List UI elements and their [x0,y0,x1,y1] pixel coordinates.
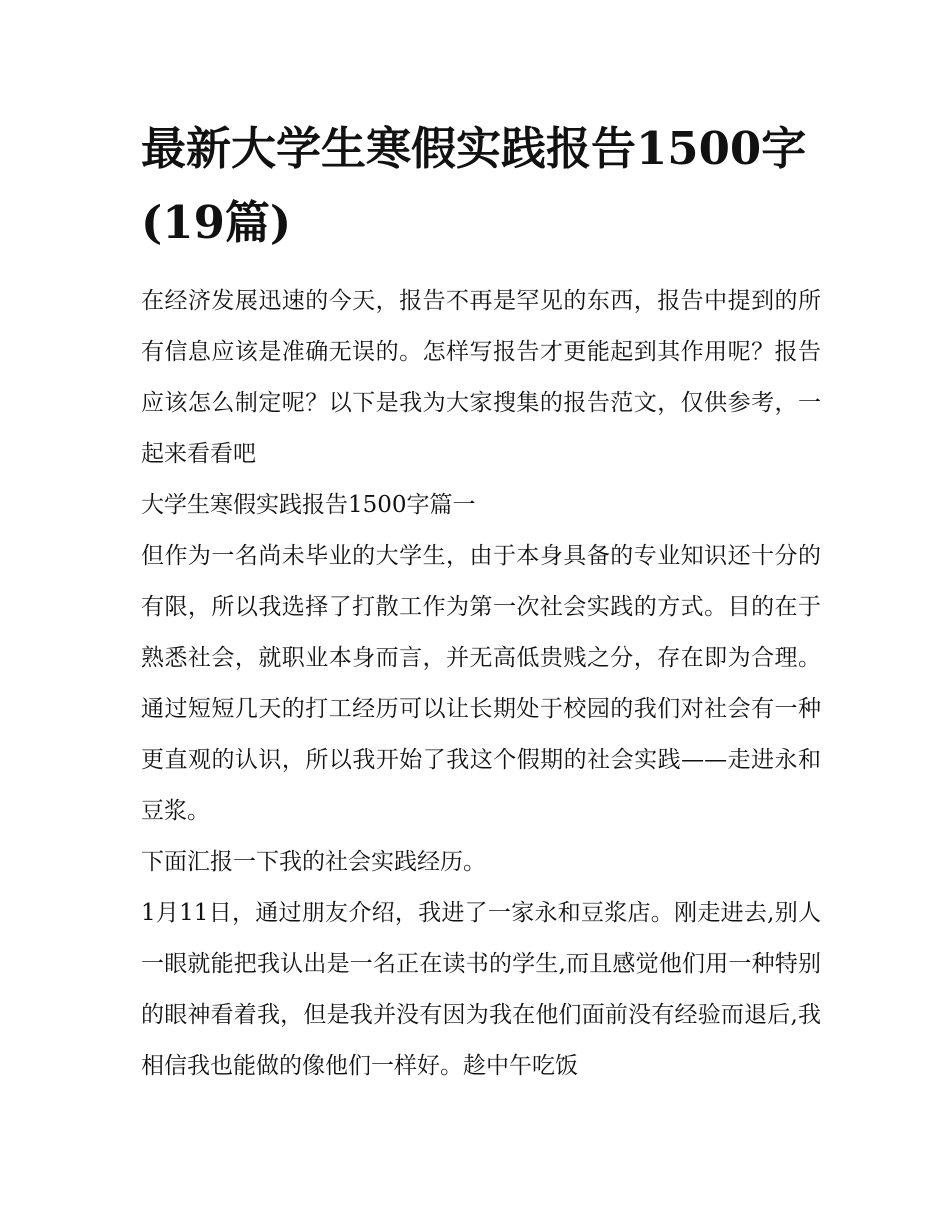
section-heading: 大学生寒假实践报告1500字篇一 [141,492,476,518]
document-content [141,112,821,1092]
intro-paragraph: 在经济发展迅速的今天，报告不再是罕见的东西，报告中提到的所有信息应该是准确无误的。怎样写报告才更能起到其作用呢？报告应该怎么制定呢？以下是我为大家搜集的报告范文，仅供参考，一起来看看吧 [141,288,821,467]
document-title: 最新大学生寒假实践报告1500字(19篇) [141,122,807,249]
body-paragraph-3: 1月11日，通过朋友介绍，我进了一家永和豆浆店。刚走进去,别人一眼就能把我认出是一名正在读书的学生,而且感觉他们用一种特别的眼神看着我，但是我并没有因为我在他们面前没有经验而退后,我相信我也能做的像他们一样好。趁中午吃饭 [141,900,821,1079]
body-paragraph-2: 下面汇报一下我的社会实践经历。 [141,849,486,875]
body-paragraph-1: 但作为一名尚未毕业的大学生，由于本身具备的专业知识还十分的有限，所以我选择了打散工作为第一次社会实践的方式。目的在于熟悉社会，就职业本身而言，并无高低贵贱之分，存在即为合理。通过短短几天的打工经历可以让长期处于校园的我们对社会有一种更直观的认识，所以我开始了我这个假期的社会实践——走进永和豆浆。 [141,543,821,824]
